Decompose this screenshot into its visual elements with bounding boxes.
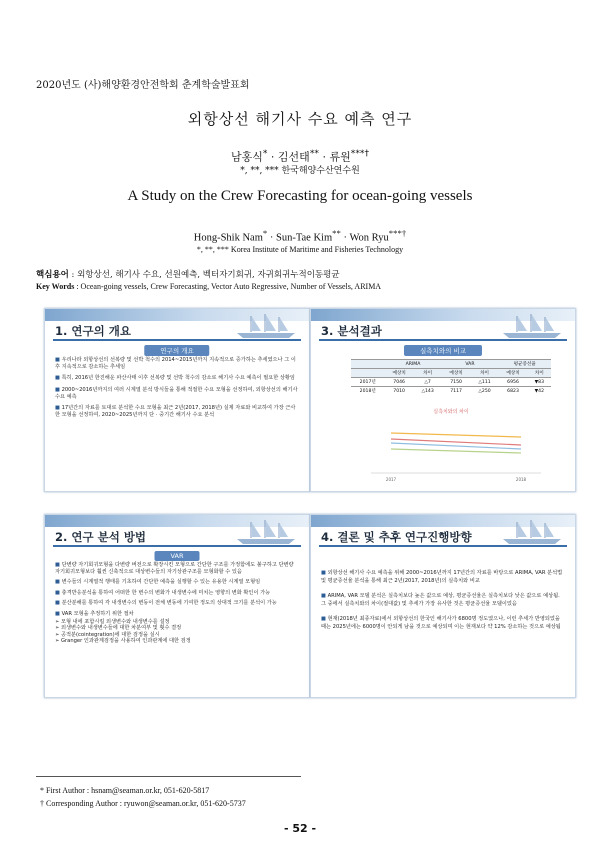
bullet: ■ 우리나라 외항상선의 선복량 및 선박 척수의 2014~2015년까지 지속적으로 증가하는 추세였으나 그 이후 지속적으로 감소하는 추세임 [55, 357, 299, 371]
page-number: - 52 - [283, 822, 317, 835]
title-rule [53, 339, 301, 341]
results-table [351, 359, 551, 395]
difference-chart [351, 405, 551, 485]
table-col-header: 예상치 [385, 369, 414, 378]
slide-conclusion [310, 514, 576, 698]
keywords-korean [36, 268, 340, 280]
slide-results [310, 308, 576, 492]
bullet: ■ 변수들의 시계열적 행태를 기초하여 간단한 예측을 실행할 수 있는 유용한 시계열 모형임 [55, 579, 299, 586]
author-3-en: Won Ryu [349, 232, 389, 244]
table-group-header: VAR [441, 360, 498, 369]
bullet: ■ 특히, 2016년 한진해운 파산사태 이후 선복량 및 선박 척수의 감소로 해기사 수요 예측이 필요한 상황임 [55, 375, 299, 382]
authors-english [0, 228, 600, 244]
slide-overview [44, 308, 310, 492]
table-cell: 7150 [441, 378, 470, 387]
series-line [391, 449, 521, 453]
table-cell: △111 [471, 378, 499, 387]
affiliation-english: *, **, *** Korea Institute of Maritime and Fisheries Technology [196, 245, 404, 254]
separator: · [340, 232, 350, 244]
separator: · [267, 232, 276, 244]
table-cell: 6956 [498, 378, 527, 387]
author-2-en-mark: ** [332, 228, 341, 238]
author-3: 류원 [329, 150, 351, 164]
keywords-text-en: : Ocean-going vessels, Crew Forecasting, Vector Auto Regressive, Number of Vessels, ARIMA [74, 282, 382, 291]
slide-subtitle: VAR [155, 551, 200, 561]
sub-bullet: ➢ 외생변수와 내생변수들에 대한 차분여부 및 횟수 결정 [55, 625, 299, 632]
bullet: ■ 17년간의 자료를 토대로 분석한 수요 모형을 최근 2년(2017, 2018년) 실제 자료와 비교하여 가장 근사한 모형을 선정하여, 2020~2025년까지 단 · 중기간 해기사 수요 분석 [55, 405, 299, 419]
title-english: A Study on the Crew Forecasting for ocean-going vessels [127, 188, 473, 204]
conference-header: 2020년도 (사)해양환경안전학회 춘계학술발표회 [36, 80, 250, 91]
keywords-label: 핵심용어 [36, 270, 69, 280]
table-cell: △143 [414, 387, 442, 396]
table-row-year: 2017년 [351, 378, 385, 387]
table-row [351, 387, 551, 396]
table-row-year: 2018년 [351, 387, 385, 396]
bullet: ■ 현재(2018년 최종자료)에서 외항상선의 한국인 해기사가 6800명 정도였으나, 이런 추세가 반영되었을 때는 2025년에는 6000명이 안되게 남을 것으로 예상되며 이는 현재보다 약 12% 감소하는 것으로 예상됨 [321, 615, 565, 631]
author-1-en-mark: * [262, 228, 268, 238]
slide-body [321, 569, 565, 635]
title-rule [319, 545, 567, 547]
author-2-mark: ** [309, 148, 319, 159]
series-line [391, 433, 521, 437]
bullet: ■ 단변량 자기회귀모형을 다변량 버전으로 확장시킨 모형으로 간단한 구조를 가정함에도 불구하고 단변량 자기회귀모형보다 훨씬 신축적으로 대상변수들의 자기상관구조를 모형화할 수 있음 [55, 562, 299, 575]
footnote-first-author: * First Author : hsnam@seaman.or.kr, 051-620-5817 [40, 786, 210, 795]
author-3-mark: ***† [350, 148, 370, 159]
table-cell: △250 [471, 387, 499, 396]
slide-title: 3. 분석결과 [321, 324, 382, 338]
bullet: ■ 분산분해를 통하여 각 내생변수의 변동이 전체 변동에 기여한 정도의 상대적 크기를 분석이 가능 [55, 600, 299, 607]
table-group-header: 평균증선율 [498, 360, 551, 369]
slide-subtitle: 실측치와의 비교 [404, 345, 482, 356]
table-cell: 6823 [498, 387, 527, 396]
bullet: ■ 충격반응분석을 통하여 어떠한 한 변수의 변화가 내생변수에 미치는 영향의 변화 확인이 가능 [55, 590, 299, 597]
slide-title: 1. 연구의 개요 [55, 324, 131, 338]
table-cell: 7117 [441, 387, 470, 396]
title-rule [319, 339, 567, 341]
table-row [351, 378, 551, 387]
separator: · [267, 150, 278, 164]
author-1: 남홍식 [230, 150, 263, 164]
author-2: 김선태 [277, 150, 310, 164]
bullet: ■ VAR 모형을 추정하기 위한 절차 [55, 611, 299, 618]
sub-bullet: ➢ 모형 내에 포함시킬 외생변수와 내생변수를 설정 [55, 619, 299, 626]
bullet: ■ 2000~2016년까지의 여러 시계열 분석 방식들을 통해 적절한 수요 모형을 선정하여, 외항상선의 해기사 수요 예측 [55, 387, 299, 401]
author-1-en: Hong-Shik Nam [193, 232, 263, 244]
table-group-header: ARIMA [385, 360, 442, 369]
ship-icon [231, 519, 301, 545]
bullet: ■ 외항상선 해기사 수요 예측을 위해 2000~2016년까지 17년간의 자료를 바탕으로 ARIMA, VAR 분석법 및 평균증선율 분석을 통해 최근 2년(2017, 2018년)의 실측치와 비교 [321, 569, 565, 585]
table-corner [351, 360, 385, 369]
title-rule [53, 545, 301, 547]
table-col-header: 예상치 [441, 369, 470, 378]
footnote-divider [36, 776, 301, 777]
ship-icon [231, 313, 301, 339]
keywords-label-en: Key Words [36, 282, 75, 291]
x-tick-label: 2017 [385, 477, 397, 482]
table-col-header: 차이 [414, 369, 442, 378]
table-cell: 7010 [385, 387, 414, 396]
slide-methods [44, 514, 310, 698]
author-2-en: Sun-Tae Kim [276, 232, 333, 244]
slide-subtitle: 연구의 개요 [144, 345, 209, 356]
table-col-header: 차이 [471, 369, 499, 378]
slide-body [55, 357, 299, 423]
slide-title: 4. 결론 및 추후 연구진행방향 [321, 530, 472, 544]
keywords-text: : 외항상선, 해기사 수요, 선원예측, 벡터자기회귀, 자귀회귀누적이동평균 [68, 270, 340, 280]
ship-icon [497, 313, 567, 339]
table-cell: ▼42 [528, 387, 551, 396]
author-3-en-mark: ***† [388, 228, 407, 238]
table-cell: 7046 [385, 378, 414, 387]
table-col-header: 차이 [528, 369, 551, 378]
ship-icon [497, 519, 567, 545]
table-corner [351, 369, 385, 378]
title-korean: 외항상선 해기사 수요 예측 연구 [187, 110, 413, 128]
table-cell: △7 [414, 378, 442, 387]
table-cell: ▼83 [528, 378, 551, 387]
footnote-corresponding-author: † Corresponding Author : ryuwon@seaman.or.kr, 051-620-5737 [40, 799, 246, 808]
affiliation-korean: *, **, *** 한국해양수산연수원 [240, 166, 360, 176]
table-col-header: 예상치 [498, 369, 527, 378]
x-tick-label: 2018 [515, 477, 527, 482]
keywords-english [36, 282, 381, 291]
sub-bullet: ➢ 공적분(cointegration)에 대한 검정을 실시 [55, 632, 299, 639]
chart-title: 실측치와의 차이 [433, 409, 469, 415]
bullet: ■ ARIMA, VAR 모델 분석은 실측치보다 높은 값으로 예상, 평균증선율은 실측치보다 낮은 값으로 예상됨. 그 중에서 실측치와의 차이(절대값) 및 추세가 가장 유사한 것은 평균증선율 모델이었음 [321, 592, 565, 608]
sub-bullet: ➢ Granger 인과관계검정을 사용하여 인과관계에 대한 검정 [55, 638, 299, 645]
author-1-mark: * [262, 148, 268, 159]
separator: · [318, 150, 330, 164]
slide-body [55, 562, 299, 645]
slide-title: 2. 연구 분석 방법 [55, 530, 147, 544]
